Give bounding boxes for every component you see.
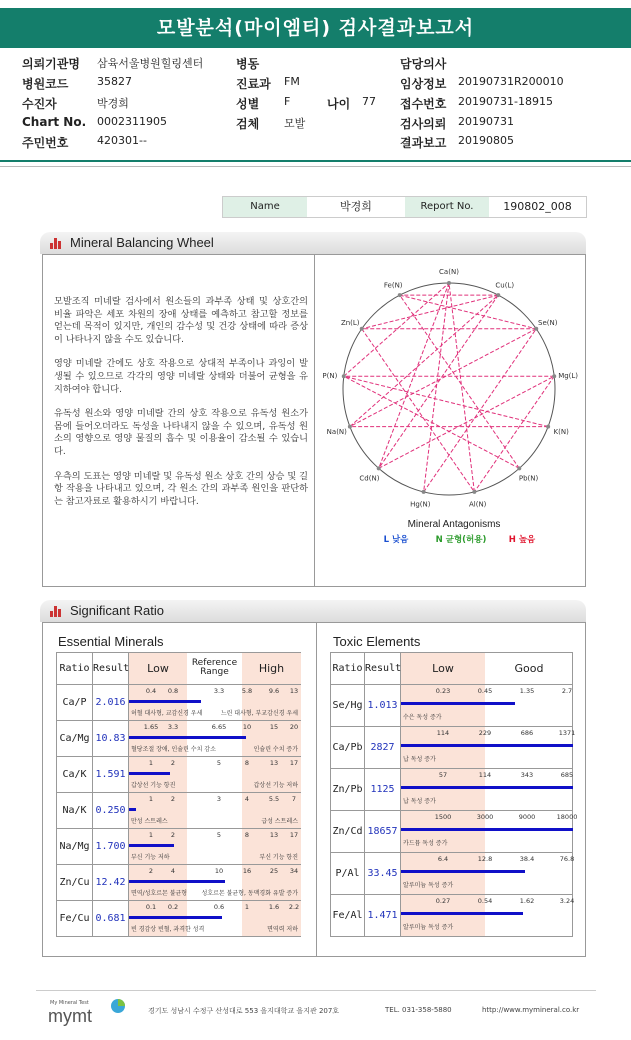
dept-value: FM — [284, 75, 300, 88]
antagonism-line — [474, 376, 554, 492]
tick-label: 1371 — [558, 729, 576, 737]
tick-label: 114 — [436, 729, 450, 737]
note-high: 면역력 저하 — [267, 926, 298, 933]
tick-label: 13 — [289, 687, 299, 695]
result-bar — [401, 744, 573, 747]
ratio-cell: Ca/P — [57, 685, 93, 721]
tick-label: 10 — [214, 867, 224, 875]
result-cell: 2827 — [365, 727, 401, 769]
mbw-paragraph-2: 영양 미네랄 간에도 상호 작용으로 상대적 부족이나 과잉이 발생될 수 있으므로 각각의 영양 미네랄 상태와 더불어 균형을 유지하여야 합니다. — [54, 358, 308, 395]
wheel-node-label: Cd(N) — [359, 474, 380, 483]
tick-label: 685 — [560, 771, 574, 779]
tick-label: 343 — [520, 771, 534, 779]
tick-label: 2 — [170, 759, 176, 767]
receipt-label: 접수번호 — [400, 97, 447, 111]
range-cell — [129, 721, 301, 757]
antagonism-line — [379, 376, 555, 468]
mbw-paragraph-4: 우측의 도표는 영양 미네랄 및 유독성 원소 상호 간의 상승 및 길항 작용을 나타내고 있으며, 각 원소 간의 과부족 원인을 판단하는 참고자료로 활용하시기 바랍니다. — [54, 470, 309, 507]
tick-label: 25 — [269, 867, 279, 875]
col-ratio: Ratio — [331, 653, 365, 685]
table-row — [57, 829, 301, 865]
note-low: 빈 경감상 빈혈, 과격한 성격 — [131, 926, 205, 933]
note-low: 만성 스트레스 — [131, 818, 168, 825]
wheel-node-label: Zn(L) — [340, 318, 360, 327]
tick-label: 5 — [216, 831, 222, 839]
tick-label: 1500 — [434, 813, 452, 821]
ward-label: 병동 — [236, 57, 260, 71]
note-low: 카드뮴 독성 증가 — [403, 840, 448, 847]
ratio-cell: Fe/Cu — [57, 901, 93, 937]
range-cell — [129, 865, 301, 901]
wheel-node-label: Se(N) — [538, 318, 558, 327]
result-cell: 1.700 — [93, 829, 129, 865]
footer-divider — [36, 990, 596, 991]
col-range — [129, 653, 301, 685]
footer-address: 경기도 성남시 수정구 산성대로 553 을지대학교 을지관 207호 — [148, 1007, 340, 1015]
tick-label: 9000 — [518, 813, 536, 821]
report-no-value: 190802_008 — [503, 200, 572, 213]
sex-label: 성별 — [236, 97, 260, 111]
tick-label: 0.8 — [167, 687, 179, 695]
tick-label: 17 — [289, 759, 299, 767]
bar-chart-icon — [50, 238, 64, 249]
table-row — [57, 757, 301, 793]
result-cell: 10.83 — [93, 721, 129, 757]
antagonism-line — [400, 295, 520, 468]
note-low: 갑상선 기능 항진 — [131, 782, 176, 789]
legend-normal: N 균형(허용) — [435, 535, 487, 545]
table-row — [331, 727, 573, 769]
wheel-node-dot — [422, 490, 426, 494]
tick-label: 16 — [242, 867, 252, 875]
tick-label: 5 — [216, 759, 222, 767]
tick-label: 5.5 — [268, 795, 280, 803]
result-cell: 33.45 — [365, 853, 401, 895]
essential-table — [56, 652, 301, 937]
clinical-value: 20190731R200010 — [458, 75, 564, 88]
wheel-node-dot — [348, 425, 352, 429]
table-row — [331, 811, 573, 853]
tick-label: 1 — [148, 831, 154, 839]
report-no-label: Report No. — [405, 197, 489, 217]
tick-label: 20 — [289, 723, 299, 731]
footer-tel: TEL. 031-358-5880 — [385, 1006, 452, 1014]
antagonism-line — [400, 295, 536, 329]
wheel-node-dot — [472, 490, 476, 494]
tick-label: 17 — [289, 831, 299, 839]
ratio-cell: Na/Mg — [57, 829, 93, 865]
tick-label: 7 — [291, 795, 297, 803]
mymt-logo: mymt — [48, 1006, 92, 1026]
request-label: 검사의뢰 — [400, 117, 447, 131]
tick-label: 15 — [269, 723, 279, 731]
result-cell: 1.471 — [365, 895, 401, 937]
tick-label: 0.1 — [145, 903, 157, 911]
tick-label: 0.23 — [435, 687, 451, 695]
tick-label: 0.45 — [477, 687, 493, 695]
range-cell — [129, 793, 301, 829]
result-bar — [129, 736, 246, 739]
mbw-paragraph-1: 모발조직 미네랄 검사에서 원소들의 과부족 상태 및 상호간의 비율 파악은 세포 차원의 장애 상태를 예측하고 참고할 정보를 얻는데 목적이 있지만, 개인의 감수성 및 건강 상태에 따라 증상이 나타나지 않을 수도 있습니다. — [54, 296, 308, 345]
wheel-node-dot — [447, 281, 451, 285]
wheel-circle — [340, 283, 555, 495]
result-bar — [129, 700, 201, 703]
examinee-label: 수진자 — [22, 97, 57, 111]
tick-label: 1 — [244, 903, 250, 911]
bar-chart-icon — [50, 606, 64, 617]
range-cell — [129, 829, 301, 865]
doctor-label: 담당의사 — [400, 57, 447, 71]
range-cell — [401, 853, 573, 895]
mineral-wheel — [316, 256, 584, 586]
result-cell: 2.016 — [93, 685, 129, 721]
wheel-node-label: Hg(N) — [410, 500, 431, 509]
tick-label: 2.2 — [288, 903, 300, 911]
ratio-cell: P/Al — [331, 853, 365, 895]
name-label: Name — [223, 197, 307, 217]
rrn-label: 주민번호 — [22, 136, 69, 150]
note-low: 부신 기능 저하 — [131, 854, 170, 861]
col-ref: Reference Range — [191, 658, 238, 677]
tick-label: 3000 — [476, 813, 494, 821]
wheel-node-dot — [546, 425, 550, 429]
report-title: 모발분석(마이엠티) 검사결과보고서 — [0, 8, 631, 48]
ratio-cell: Fe/Al — [331, 895, 365, 937]
tick-label: 76.8 — [559, 855, 575, 863]
name-value: 박경희 — [340, 200, 372, 213]
mbw-title: Mineral Balancing Wheel — [70, 235, 214, 250]
tick-label: 8 — [244, 759, 250, 767]
table-row — [57, 685, 301, 721]
result-cell: 1.013 — [365, 685, 401, 727]
tick-label: 3.24 — [559, 897, 575, 905]
col-result: Result — [93, 653, 129, 685]
tick-label: 0.2 — [167, 903, 179, 911]
note-low: 알루미늄 독성 증가 — [403, 924, 454, 931]
tick-label: 1.62 — [519, 897, 535, 905]
result-bar — [129, 844, 174, 847]
note-low: 면역/성호르몬 불균형 — [131, 890, 188, 897]
note-low: 알루미늄 독성 증가 — [403, 882, 454, 889]
institution-label: 의뢰기관명 — [22, 57, 80, 71]
wheel-node-dot — [517, 466, 521, 470]
note-high: 성호르몬 불균형, 동맥경화 유발 증가 — [201, 890, 298, 897]
note-high: 부신 기능 항진 — [259, 854, 298, 861]
tick-label: 2 — [170, 795, 176, 803]
result-cell: 0.250 — [93, 793, 129, 829]
table-row — [331, 853, 573, 895]
tick-label: 4 — [244, 795, 250, 803]
range-cell — [401, 895, 573, 937]
dept-label: 진료과 — [236, 77, 271, 91]
tick-label: 0.4 — [145, 687, 157, 695]
tick-label: 1.6 — [268, 903, 280, 911]
tick-label: 12.8 — [477, 855, 493, 863]
table-row — [57, 793, 301, 829]
wheel-node-label: Pb(N) — [518, 474, 539, 483]
legend-high: H 높음 — [508, 535, 536, 545]
ratio-cell: Se/Hg — [331, 685, 365, 727]
tick-label: 13 — [269, 759, 279, 767]
tick-label: 13 — [269, 831, 279, 839]
table-row — [331, 685, 573, 727]
wheel-node-dot — [496, 293, 500, 297]
tick-label: 1 — [148, 759, 154, 767]
result-cell: 18657 — [365, 811, 401, 853]
wheel-node-label: K(N) — [553, 427, 569, 436]
tick-label: 0.6 — [213, 903, 225, 911]
tick-label: 6.65 — [211, 723, 227, 731]
toxic-table — [330, 652, 578, 937]
wheel-antagonism-lines — [344, 283, 554, 492]
wheel-node-label: Cu(L) — [495, 281, 515, 290]
range-cell — [401, 727, 576, 769]
tick-label: 1.35 — [519, 687, 535, 695]
tick-label: 3.3 — [167, 723, 179, 731]
mbw-description — [54, 296, 308, 520]
tick-label: 34 — [289, 867, 299, 875]
footer-url[interactable]: http://www.mymineral.co.kr — [482, 1006, 580, 1014]
result-cell: 0.681 — [93, 901, 129, 937]
col-ratio: Ratio — [57, 653, 93, 685]
result-bar — [129, 880, 225, 883]
logo-tagline: My Mineral Test — [50, 1000, 89, 1006]
tick-label: 4 — [170, 867, 176, 875]
ratio-cell: Na/K — [57, 793, 93, 829]
receipt-value: 20190731-18915 — [458, 95, 553, 108]
essential-header-row — [57, 653, 301, 685]
note-high: 느린 대사형, 부교감신경 우세 — [220, 710, 298, 717]
request-value: 20190731 — [458, 115, 514, 128]
note-low: 납 독성 증가 — [403, 798, 436, 805]
tick-label: 2.7 — [561, 687, 573, 695]
antagonism-line — [449, 283, 474, 492]
wheel-node-dot — [377, 466, 381, 470]
note-low: 납 독성 증가 — [403, 756, 436, 763]
result-cell: 1125 — [365, 769, 401, 811]
specimen-label: 검체 — [236, 117, 260, 131]
essential-title: Essential Minerals — [58, 634, 164, 649]
sr-header — [40, 600, 586, 622]
wheel-node-label: Na(N) — [326, 427, 347, 436]
wheel-node-dot — [360, 327, 364, 331]
ratio-cell: Zn/Cu — [57, 865, 93, 901]
age-label: 나이 — [327, 97, 351, 111]
wheel-caption: Mineral Antagonisms — [407, 519, 501, 530]
wheel-node-label: Mg(L) — [558, 371, 579, 380]
note-low: 수은 독성 증가 — [403, 714, 442, 721]
table-row — [331, 895, 573, 937]
table-row — [57, 721, 301, 757]
note-high: 갑상선 기능 저하 — [253, 782, 298, 789]
ratio-cell: Ca/Pb — [331, 727, 365, 769]
hospital-code-label: 병원코드 — [22, 77, 69, 91]
note-low: 혈당조절 장애, 인슐린 수치 감소 — [131, 746, 216, 753]
sex-value: F — [284, 95, 291, 108]
hospital-code-value: 35827 — [97, 75, 132, 88]
name-report-box — [222, 196, 587, 218]
report-date-label: 결과보고 — [400, 136, 447, 150]
col-low: Low — [401, 653, 485, 684]
chart-label: Chart No. — [22, 115, 87, 129]
col-good: Good — [514, 662, 544, 675]
tick-label: 3.3 — [213, 687, 225, 695]
age-value: 77 — [362, 95, 376, 108]
tick-label: 3 — [216, 795, 222, 803]
mbw-header — [40, 232, 586, 254]
report-date-value: 20190805 — [458, 134, 514, 147]
toxic-title: Toxic Elements — [333, 634, 421, 649]
result-bar — [401, 786, 573, 789]
range-cell — [129, 685, 301, 721]
sr-title: Significant Ratio — [70, 603, 164, 618]
col-high: High — [242, 653, 301, 684]
table-row — [57, 865, 301, 901]
wheel-node-dot — [342, 374, 346, 378]
result-bar — [401, 870, 525, 873]
note-low: 허혈 대사형, 교감신경 우세 — [131, 710, 203, 717]
tick-label: 1.65 — [143, 723, 159, 731]
result-cell: 1.591 — [93, 757, 129, 793]
wheel-node-label: Al(N) — [468, 500, 487, 509]
tick-label: 0.27 — [435, 897, 451, 905]
result-bar — [401, 828, 573, 831]
result-cell: 12.42 — [93, 865, 129, 901]
header-divider-thin — [0, 166, 631, 167]
tick-label: 2 — [170, 831, 176, 839]
antagonism-line — [344, 376, 548, 426]
wheel-node-label: Ca(N) — [439, 268, 459, 276]
tick-label: 6.4 — [437, 855, 449, 863]
range-cell — [401, 769, 573, 811]
ratio-cell: Zn/Pb — [331, 769, 365, 811]
tick-label: 10 — [242, 723, 252, 731]
sr-divider — [316, 622, 317, 957]
tick-label: 38.4 — [519, 855, 535, 863]
mbw-divider — [314, 254, 315, 587]
table-row — [331, 769, 573, 811]
wheel-node-label: Fe(N) — [383, 281, 403, 290]
clinical-label: 임상정보 — [400, 77, 447, 91]
note-high: 급성 스트레스 — [261, 818, 298, 825]
mbw-paragraph-3: 유독성 원소와 영양 미네랄 간의 상호 작용으로 유독성 원소가 몸에 들어오더라도 독성을 나타내지 않을 수 있으며, 유독성 원소의 영향으로 영양 물질의 흡수 및 이용율이 감소될 수 있습니다. — [54, 408, 308, 457]
tick-label: 686 — [520, 729, 534, 737]
wheel-node-dot — [534, 327, 538, 331]
ratio-cell: Zn/Cd — [331, 811, 365, 853]
institution-value: 삼육서울병원힐링센터 — [97, 57, 204, 70]
wheel-node-label: P(N) — [322, 371, 338, 380]
table-row — [57, 901, 301, 937]
wheel-nodes — [322, 268, 578, 509]
legend-low: L 낮음 — [383, 535, 409, 545]
tick-label: 5.8 — [241, 687, 253, 695]
antagonism-line — [350, 329, 536, 427]
result-bar — [129, 916, 222, 919]
rrn-value: 420301-- — [97, 134, 147, 147]
antagonism-line — [344, 376, 520, 468]
result-bar — [401, 702, 515, 705]
range-cell — [401, 685, 573, 727]
tick-label: 9.6 — [268, 687, 280, 695]
range-cell — [129, 901, 301, 937]
tick-label: 114 — [478, 771, 492, 779]
tick-label: 1 — [148, 795, 154, 803]
examinee-value: 박경희 — [97, 97, 129, 110]
toxic-header-row — [331, 653, 573, 685]
result-bar — [129, 772, 170, 775]
tick-label: 229 — [478, 729, 492, 737]
range-cell — [401, 811, 578, 853]
ratio-cell: Ca/Mg — [57, 721, 93, 757]
tick-label: 2 — [148, 867, 154, 875]
tick-label: 8 — [244, 831, 250, 839]
col-result: Result — [365, 653, 401, 685]
ratio-cell: Ca/K — [57, 757, 93, 793]
result-bar — [129, 808, 136, 811]
tick-label: 57 — [438, 771, 448, 779]
antagonism-line — [379, 295, 499, 468]
col-range — [401, 653, 573, 685]
col-low: Low — [129, 653, 187, 684]
range-cell — [129, 757, 301, 793]
specimen-value: 모발 — [284, 117, 306, 130]
tick-label: 0.54 — [477, 897, 493, 905]
chart-value: 0002311905 — [97, 115, 167, 128]
logo-leaf-icon — [110, 998, 126, 1014]
wheel-node-dot — [398, 293, 402, 297]
header-divider — [0, 160, 631, 162]
note-high: 인슐린 수치 증가 — [253, 746, 298, 753]
result-bar — [401, 912, 523, 915]
wheel-node-dot — [552, 374, 556, 378]
tick-label: 18000 — [556, 813, 578, 821]
